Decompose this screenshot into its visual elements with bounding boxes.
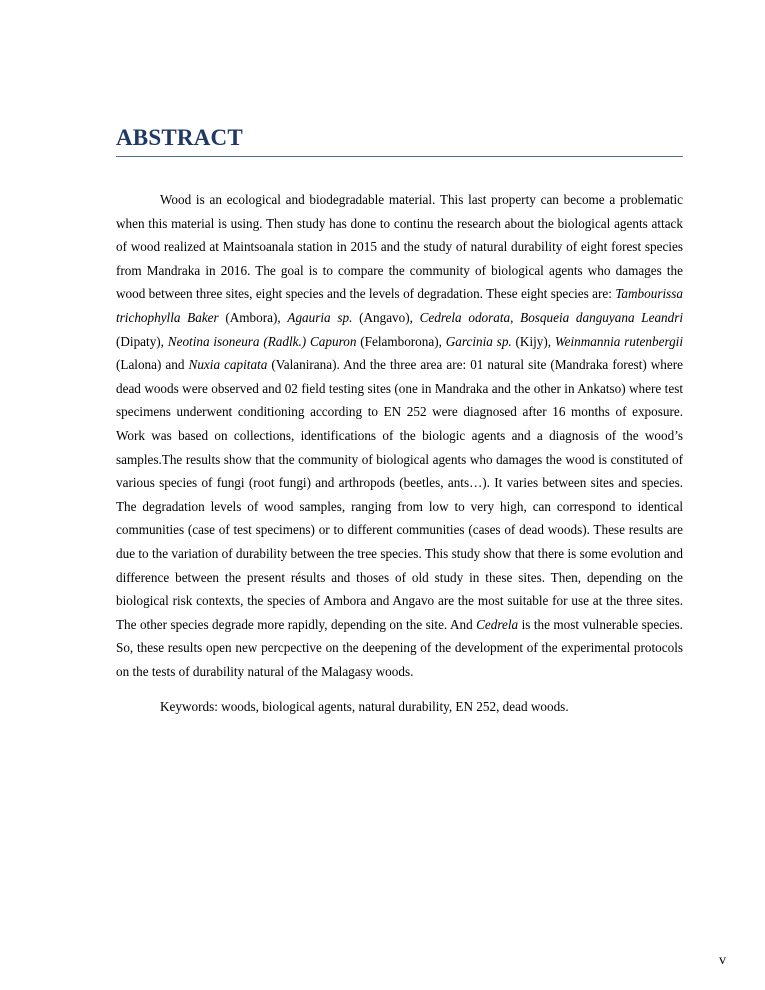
text-segment: (Valanirana). And the three area are: 01 natural site (Mandraka forest) where dead woods were observed and 02 field testing sites (one in Mandraka and the other in Ankatso) where test specimens underwent conditioning according to EN 252 were diagnosed after 16 months of exposure. Work was based on collections, identifications of the biologic agents and a diagnosis of the wood’s samples.The results show that the community of biological agents who damages the wood is constituted of various species of fungi (root fungi) and arthropods (beetles, ants…). It varies between sites and species. The degradation levels of wood samples, ranging from low to very high, can correspond to identical communities (case of test specimens) or to different communities (cases of dead woods). These results are due to the variation of durability between the tree species. This study show that there is some evolution and difference between the present résults and thoses of old study in these sites. Then, depending on the biological risk contexts, the species of Ambora and Angavo are the most suitable for use at the three sites. The other species degrade more rapidly, depending on the site. And xyxy=(116,357,683,632)
abstract-heading: ABSTRACT xyxy=(116,125,683,157)
species-name: Nuxia capitata xyxy=(188,357,268,373)
species-name: Neotina isoneura (Radlk.) Capuron xyxy=(167,333,357,349)
text-segment: , xyxy=(510,309,521,325)
species-name: Cedrela xyxy=(476,616,519,632)
text-segment: (Dipaty), xyxy=(116,333,168,349)
abstract-body xyxy=(116,188,683,719)
text-segment: (Felamborona), xyxy=(356,333,446,349)
text-segment: (Ambora), xyxy=(218,309,288,325)
species-name: Tambourissa trichophylla Baker xyxy=(116,286,683,325)
text-segment: is the most vulnerable species. So, these results open new percpective on the deepening of the development of the experimental protocols on the tests of durability natural of the Malagasy woods. xyxy=(116,616,683,679)
page-number: v xyxy=(719,953,726,968)
text-segment: (Kijy), xyxy=(511,333,555,349)
species-name: Weinmannia rutenbergii xyxy=(554,333,684,349)
species-name: Agauria sp. xyxy=(287,309,353,325)
text-segment: (Lalona) and xyxy=(116,357,189,373)
keywords-line: Keywords: woods, biological agents, natural durability, EN 252, dead woods. xyxy=(160,699,569,715)
text-segment: (Angavo), xyxy=(352,309,420,325)
species-name: Garcinia sp. xyxy=(445,333,512,349)
text-segment: Wood is an ecological and biodegradable material. This last property can become a problematic when this material is using. Then study has done to continu the research about the biological agents attack of wood realized at Maintsoanala station in 2015 and the study of natural durability of eight forest species from Mandraka in 2016. The goal is to compare the community of biological agents who damages the wood between three sites, eight species and the levels of degradation. These eight species are: xyxy=(116,192,683,302)
abstract-paragraph xyxy=(116,188,683,683)
species-name: Bosqueia danguyana Leandri xyxy=(520,309,684,325)
species-name: Cedrela odorata xyxy=(419,309,511,325)
